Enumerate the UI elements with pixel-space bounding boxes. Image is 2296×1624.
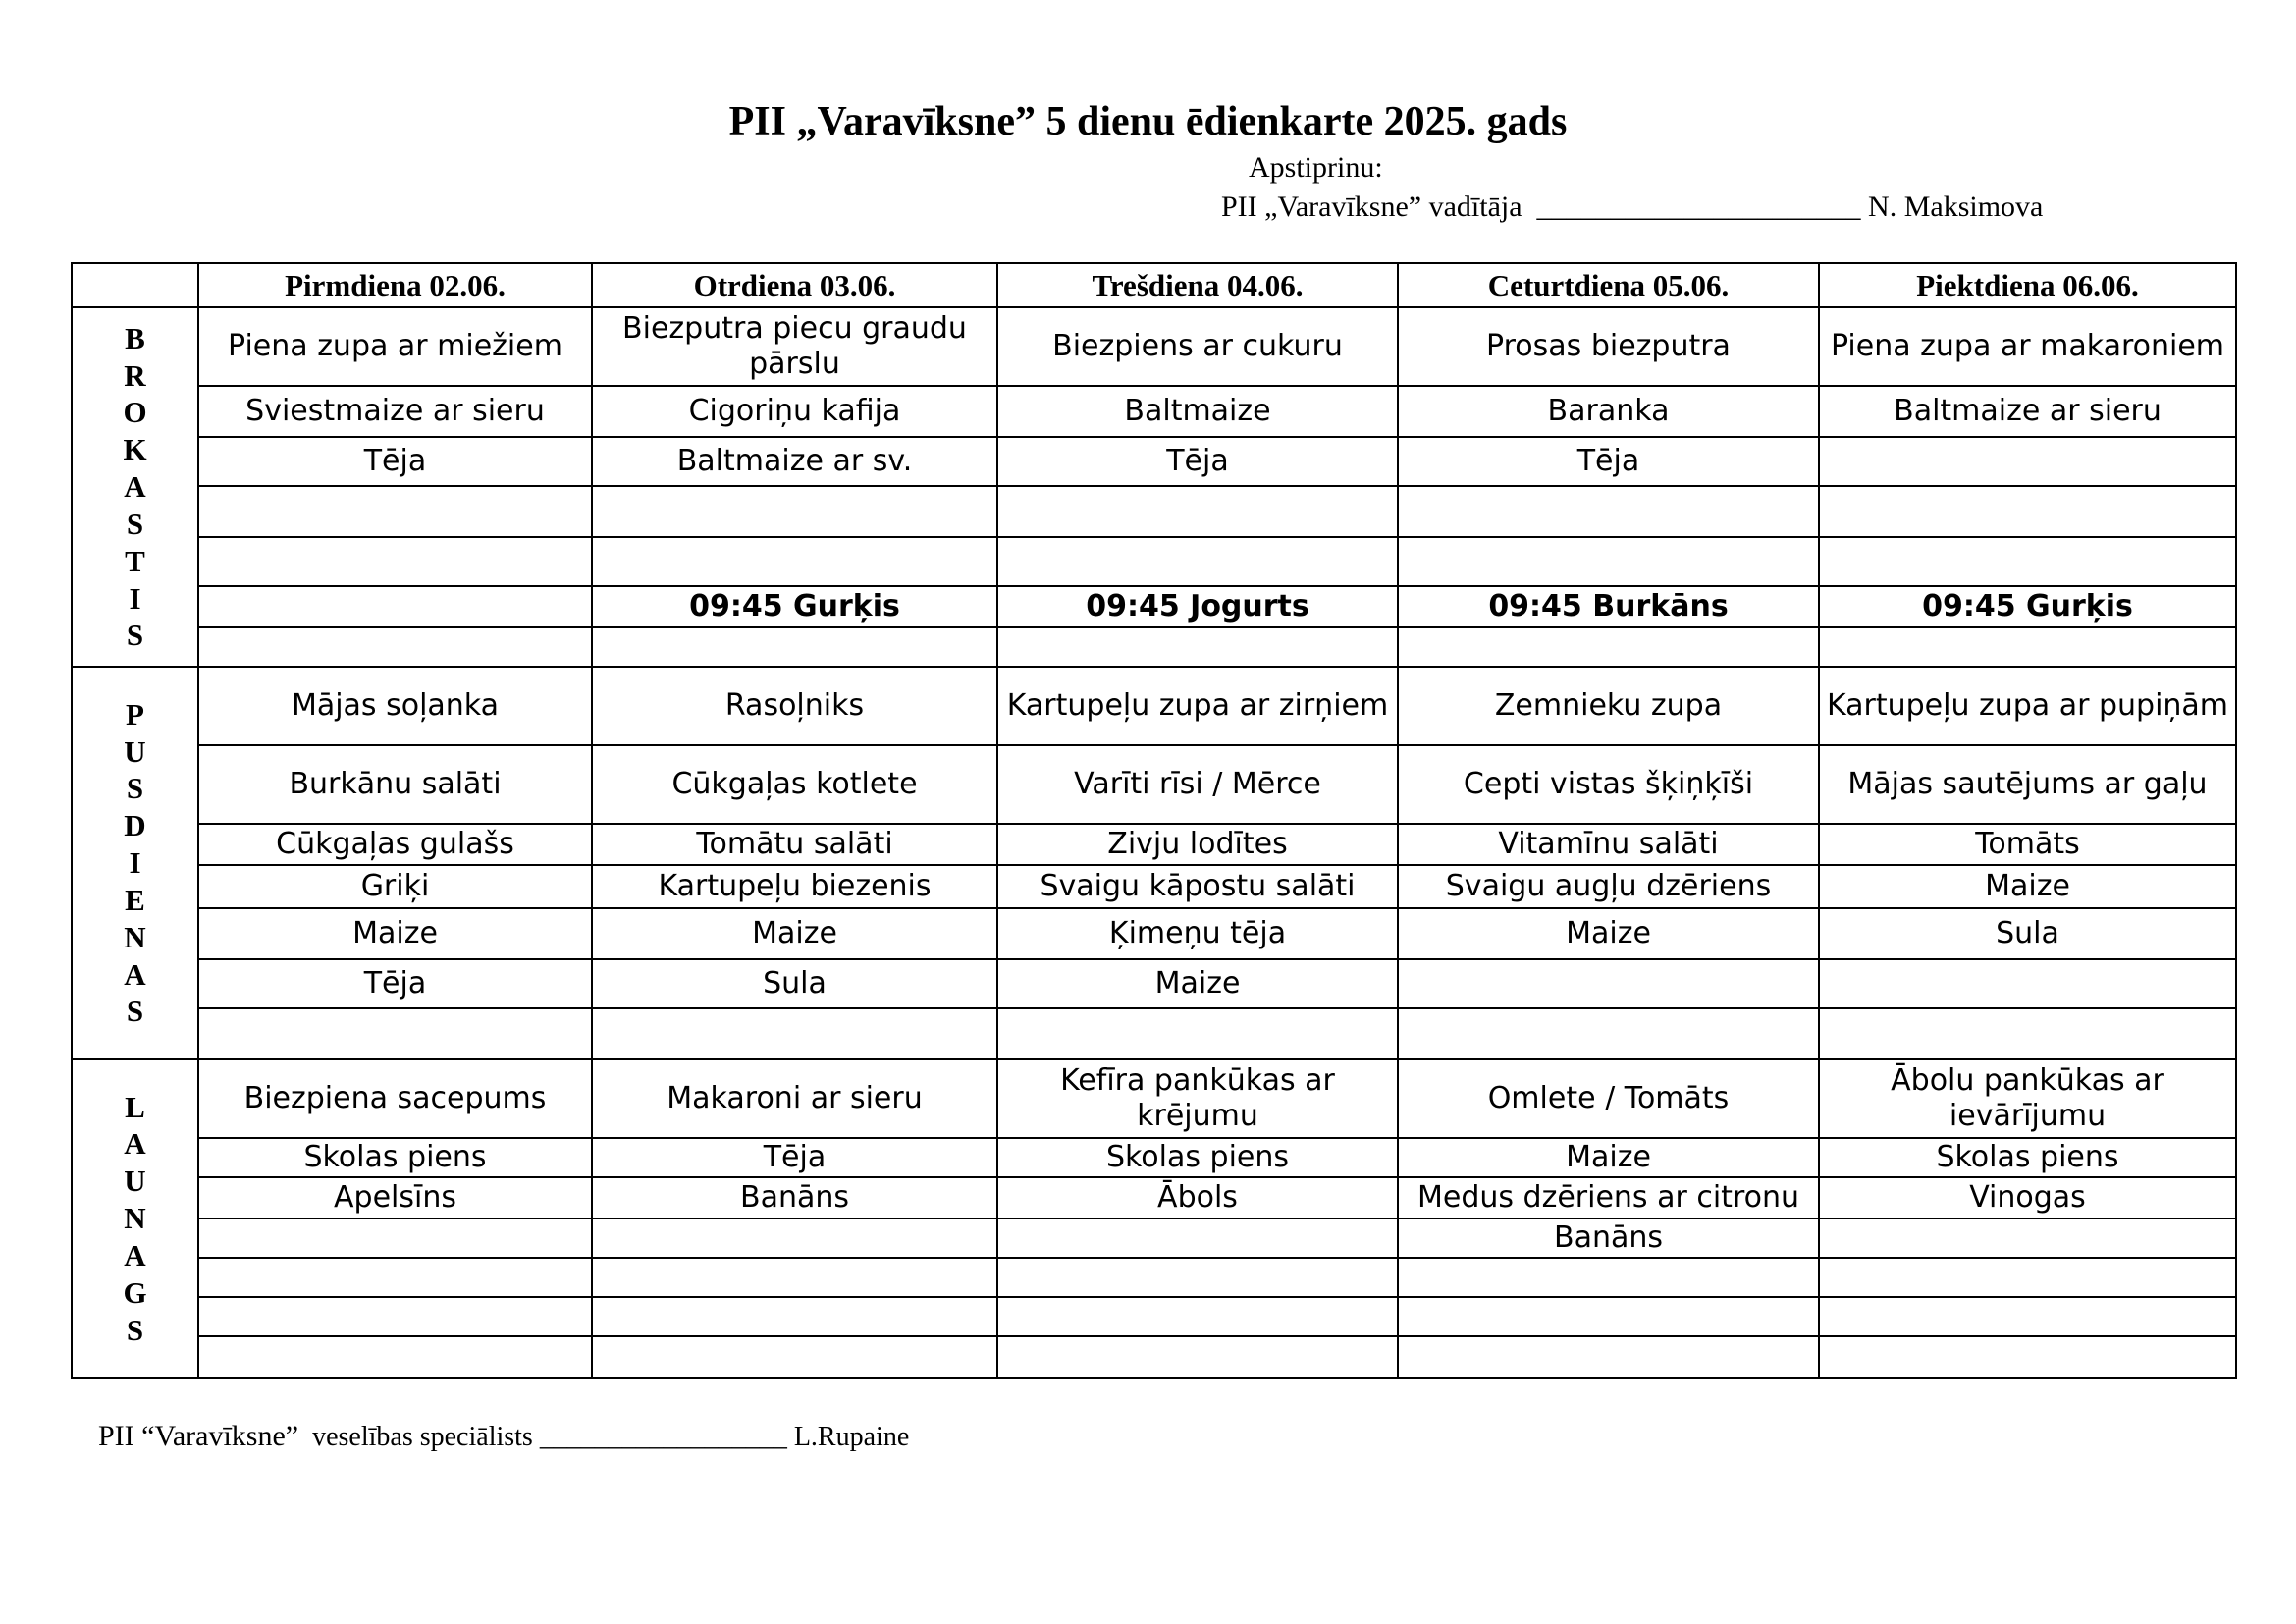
breakfast-dish-cell: Cigoriņu kafija (592, 386, 997, 437)
lunch-dish-cell (997, 1008, 1398, 1059)
breakfast-dish-cell (997, 537, 1398, 586)
snack-dish-cell: Banāns (1398, 1218, 1819, 1258)
snack-dish-cell (1398, 1336, 1819, 1378)
snack-dish-cell: Ābols (997, 1177, 1398, 1218)
breakfast-dish-cell (198, 586, 592, 627)
snack-dish-cell: Makaroni ar sieru (592, 1059, 997, 1138)
snack-dish-cell: Skolas piens (198, 1138, 592, 1177)
meal-label-letter: U (124, 1164, 146, 1199)
snack-row (72, 1059, 2236, 1138)
lunch-dish-cell: Griķi (198, 865, 592, 908)
lunch-dish-cell (1819, 959, 2236, 1008)
breakfast-dish-cell: Tēja (997, 437, 1398, 486)
breakfast-dish-cell (1398, 627, 1819, 667)
lunch-dish-cell: Kartupeļu zupa ar zirņiem (997, 667, 1398, 745)
breakfast-row (72, 386, 2236, 437)
snack-dish-cell: Omlete / Tomāts (1398, 1059, 1819, 1138)
lunch-dish-cell: Svaigu augļu dzēriens (1398, 865, 1819, 908)
lunch-row (72, 865, 2236, 908)
snack-dish-cell (198, 1258, 592, 1297)
lunch-row (72, 908, 2236, 959)
snack-label (72, 1059, 198, 1378)
day-header: Pirmdiena 02.06. (198, 263, 592, 307)
snack-dish-cell: Banāns (592, 1177, 997, 1218)
signature-line: ______________________ (1536, 190, 1861, 223)
breakfast-label (72, 307, 198, 667)
breakfast-row (72, 307, 2236, 386)
breakfast-row (72, 486, 2236, 537)
lunch-dish-cell: Vitamīnu salāti (1398, 824, 1819, 865)
director-signature-line (1221, 190, 2043, 224)
meal-label-letter: S (126, 994, 144, 1029)
breakfast-dish-cell: Baltmaize ar sv. (592, 437, 997, 486)
breakfast-dish-cell: Baltmaize ar sieru (1819, 386, 2236, 437)
lunch-dish-cell: Tēja (198, 959, 592, 1008)
meal-label-letter: K (123, 432, 147, 467)
snack-dish-cell: Kefīra pankūkas ar krējumu (997, 1059, 1398, 1138)
breakfast-dish-cell: Piena zupa ar miežiem (198, 307, 592, 386)
footer-org: PII “Varavīksne” (98, 1420, 299, 1452)
snack-dish-cell (1819, 1336, 2236, 1378)
breakfast-dish-cell: Biezputra piecu graudu pārslu (592, 307, 997, 386)
breakfast-dish-cell: Sviestmaize ar sieru (198, 386, 592, 437)
snack-dish-cell (198, 1218, 592, 1258)
meal-label-letter: B (125, 320, 145, 355)
lunch-dish-cell: Cūkgaļas kotlete (592, 745, 997, 824)
snack-row (72, 1218, 2236, 1258)
meal-label-letter: I (129, 845, 141, 881)
lunch-dish-cell: Sula (1819, 908, 2236, 959)
lunch-row (72, 959, 2236, 1008)
meal-label-letter: S (126, 1312, 144, 1347)
snack-dish-cell: Medus dzēriens ar citronu (1398, 1177, 1819, 1218)
lunch-dish-cell: Maize (1819, 865, 2236, 908)
lunch-dish-cell: Varīti rīsi / Mērce (997, 745, 1398, 824)
breakfast-dish-cell: 09:45 Jogurts (997, 586, 1398, 627)
meal-label-letter: L (125, 1089, 145, 1124)
lunch-dish-cell: Maize (198, 908, 592, 959)
snack-dish-cell (997, 1336, 1398, 1378)
breakfast-dish-cell (1819, 627, 2236, 667)
snack-dish-cell (592, 1297, 997, 1336)
meal-label-letter: A (124, 469, 146, 505)
snack-row (72, 1177, 2236, 1218)
lunch-row (72, 824, 2236, 865)
lunch-dish-cell: Maize (1398, 908, 1819, 959)
breakfast-dish-cell: Tēja (1398, 437, 1819, 486)
snack-dish-cell (1819, 1218, 2236, 1258)
breakfast-dish-cell (1819, 437, 2236, 486)
meal-label-letter: N (124, 1201, 146, 1236)
lunch-dish-cell: Kartupeļu zupa ar pupiņām (1819, 667, 2236, 745)
lunch-dish-cell: Ķimeņu tēja (997, 908, 1398, 959)
meal-label-letter: A (124, 956, 146, 992)
snack-dish-cell (1819, 1258, 2236, 1297)
snack-dish-cell (1398, 1258, 1819, 1297)
lunch-dish-cell: Cepti vistas šķiņķīši (1398, 745, 1819, 824)
snack-row (72, 1258, 2236, 1297)
snack-dish-cell: Skolas piens (997, 1138, 1398, 1177)
director-name: N. Maksimova (1868, 190, 2044, 223)
day-header: Ceturtdiena 05.06. (1398, 263, 1819, 307)
breakfast-dish-cell (198, 627, 592, 667)
footer-role: veselības speciālists (312, 1422, 533, 1452)
day-header-row (72, 263, 2236, 307)
lunch-label (72, 667, 198, 1059)
breakfast-dish-cell (997, 486, 1398, 537)
snack-dish-cell (592, 1258, 997, 1297)
lunch-row (72, 667, 2236, 745)
snack-row (72, 1297, 2236, 1336)
breakfast-dish-cell: Piena zupa ar makaroniem (1819, 307, 2236, 386)
snack-dish-cell (997, 1218, 1398, 1258)
breakfast-row (72, 537, 2236, 586)
snack-dish-cell: Skolas piens (1819, 1138, 2236, 1177)
lunch-dish-cell: Tomātu salāti (592, 824, 997, 865)
breakfast-dish-cell (198, 486, 592, 537)
breakfast-dish-cell (1398, 537, 1819, 586)
breakfast-dish-cell (1819, 537, 2236, 586)
lunch-dish-cell: Maize (592, 908, 997, 959)
lunch-dish-cell: Rasoļniks (592, 667, 997, 745)
meal-label-letter: T (125, 543, 145, 578)
lunch-dish-cell: Zivju lodītes (997, 824, 1398, 865)
footer-signature-line: __________________ (539, 1422, 787, 1452)
meal-label-letter: O (123, 395, 147, 430)
snack-row (72, 1336, 2236, 1378)
snack-dish-cell: Ābolu pankūkas ar ievārījumu (1819, 1059, 2236, 1138)
snack-dish-cell (997, 1297, 1398, 1336)
lunch-dish-cell: Svaigu kāpostu salāti (997, 865, 1398, 908)
day-header: Piektdiena 06.06. (1819, 263, 2236, 307)
lunch-dish-cell: Kartupeļu biezenis (592, 865, 997, 908)
page-title: PII „Varavīksne” 5 dienu ēdienkarte 2025. gads (728, 99, 1568, 144)
lunch-dish-cell: Mājas sautējums ar gaļu (1819, 745, 2236, 824)
meal-label-letter: G (123, 1274, 147, 1310)
breakfast-dish-cell (592, 537, 997, 586)
day-header: Otrdiena 03.06. (592, 263, 997, 307)
meal-label-letter: N (124, 919, 146, 954)
snack-dish-cell (198, 1297, 592, 1336)
snack-dish-cell (198, 1336, 592, 1378)
meal-label-letter: S (126, 771, 144, 806)
lunch-dish-cell: Mājas soļanka (198, 667, 592, 745)
snack-dish-cell (592, 1336, 997, 1378)
snack-dish-cell (997, 1258, 1398, 1297)
meal-label-letter: I (129, 580, 141, 616)
meal-label-letter: S (126, 618, 144, 653)
breakfast-dish-cell: Prosas biezputra (1398, 307, 1819, 386)
breakfast-row (72, 586, 2236, 627)
day-header: Trešdiena 04.06. (997, 263, 1398, 307)
snack-dish-cell (1398, 1297, 1819, 1336)
breakfast-dish-cell: Biezpiens ar cukuru (997, 307, 1398, 386)
lunch-dish-cell: Tomāts (1819, 824, 2236, 865)
breakfast-dish-cell (592, 627, 997, 667)
lunch-row (72, 1008, 2236, 1059)
meal-label-letter: A (124, 1237, 146, 1272)
approve-label: Apstiprinu: (1249, 151, 1383, 184)
breakfast-dish-cell: 09:45 Gurķis (1819, 586, 2236, 627)
menu-table (71, 262, 2237, 1379)
snack-dish-cell: Vinogas (1819, 1177, 2236, 1218)
meal-label-letter: D (124, 808, 146, 843)
director-label: PII „Varavīksne” vadītāja (1221, 190, 1522, 223)
breakfast-dish-cell (997, 627, 1398, 667)
meal-label-letter: P (126, 696, 144, 731)
lunch-dish-cell: Zemnieku zupa (1398, 667, 1819, 745)
breakfast-dish-cell (1398, 486, 1819, 537)
footer-signature (98, 1420, 909, 1453)
lunch-dish-cell: Sula (592, 959, 997, 1008)
breakfast-dish-cell (592, 486, 997, 537)
meal-label-letter: A (124, 1126, 146, 1162)
breakfast-dish-cell: Baltmaize (997, 386, 1398, 437)
lunch-dish-cell: Maize (997, 959, 1398, 1008)
breakfast-row (72, 627, 2236, 667)
breakfast-dish-cell: Tēja (198, 437, 592, 486)
lunch-dish-cell (198, 1008, 592, 1059)
meal-label-letter: E (125, 882, 145, 917)
lunch-row (72, 745, 2236, 824)
snack-dish-cell: Maize (1398, 1138, 1819, 1177)
snack-dish-cell (1819, 1297, 2236, 1336)
breakfast-dish-cell: 09:45 Gurķis (592, 586, 997, 627)
lunch-dish-cell (1398, 1008, 1819, 1059)
snack-dish-cell: Biezpiena sacepums (198, 1059, 592, 1138)
snack-dish-cell: Tēja (592, 1138, 997, 1177)
snack-dish-cell (592, 1218, 997, 1258)
breakfast-dish-cell: 09:45 Burkāns (1398, 586, 1819, 627)
meal-label-letter: U (124, 733, 146, 769)
snack-dish-cell: Apelsīns (198, 1177, 592, 1218)
breakfast-dish-cell (198, 537, 592, 586)
breakfast-dish-cell (1819, 486, 2236, 537)
snack-row (72, 1138, 2236, 1177)
lunch-dish-cell (1819, 1008, 2236, 1059)
breakfast-dish-cell: Baranka (1398, 386, 1819, 437)
lunch-dish-cell (1398, 959, 1819, 1008)
meal-label-letter: R (124, 357, 146, 393)
corner-cell (72, 263, 198, 307)
meal-label-letter: S (126, 506, 144, 541)
lunch-dish-cell (592, 1008, 997, 1059)
lunch-dish-cell: Burkānu salāti (198, 745, 592, 824)
lunch-dish-cell: Cūkgaļas gulašs (198, 824, 592, 865)
footer-name: L.Rupaine (793, 1422, 910, 1452)
breakfast-row (72, 437, 2236, 486)
